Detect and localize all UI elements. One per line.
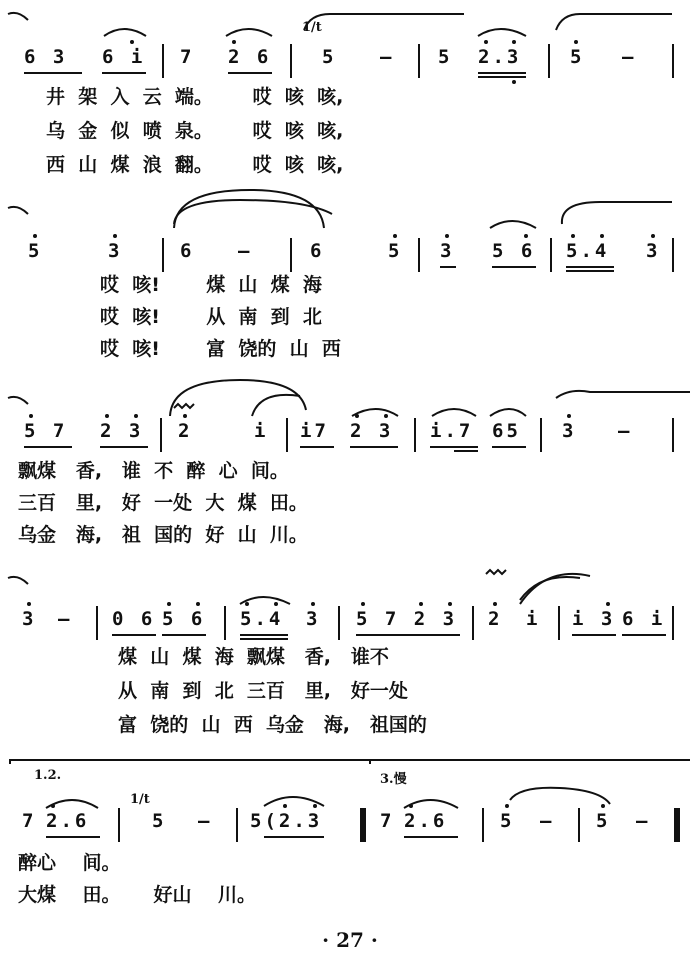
lyric-line-4-2: 从 南 到 北 三百 里, 好一处 [118,680,408,702]
notes-row-5: 7 2.6 5 — 5(2.3 7 2.6 5 — 5 — [0,810,700,850]
notes-row-3: 5 7 2 3 2 i i7 2 3 i.7 65 3 — [0,420,700,460]
volta-label-1: 1.2. [34,768,62,783]
lyric-line-1-3: 西 山 煤 浪 翻。 哎 咳 咳, [46,154,344,176]
time-mark-2: 1/t [130,792,150,807]
lyric-line-2-2: 哎 咳! 从 南 到 北 [100,306,322,328]
volta-label-2: 3.慢 [380,772,407,787]
lyric-line-1-1: 井 架 入 云 端。 哎 咳 咳, [46,86,344,108]
lyric-line-3-1: 飘煤 香, 谁 不 醉 心 间。 [18,460,289,482]
lyric-line-3-2: 三百 里, 好 一处 大 煤 田。 [18,492,308,514]
lyric-line-1-2: 乌 金 似 喷 泉。 哎 咳 咳, [46,120,344,142]
lyric-line-5-1: 醉心 间。 [18,852,121,874]
lyric-line-2-1: 哎 咳! 煤 山 煤 海 [100,274,322,296]
lyric-line-5-2: 大煤 田。 好山 川。 [18,884,256,906]
notes-row-1: 6 3 6 i 7 2 6 5 — 5 2.3 5 — [0,46,700,86]
lyric-line-3-3: 乌金 海, 祖 国的 好 山 川。 [18,524,308,546]
lyric-line-4-1: 煤 山 煤 海 飘煤 香, 谁不 [118,646,389,668]
lyric-line-4-3: 富 饶的 山 西 乌金 海, 祖国的 [118,714,427,736]
lyric-line-2-3: 哎 咳! 富 饶的 山 西 [100,338,341,360]
page-number: · 27 · [322,928,378,952]
time-mark-1: 1/t [302,20,322,35]
notes-row-4: 3 — 0 6 5 6 5.4 3 5 7 2 3 2 i i 3 6 i [0,608,700,648]
notes-row-2: 5 3 6 — 6 5 3 5 6 5.4 3 [0,240,700,280]
